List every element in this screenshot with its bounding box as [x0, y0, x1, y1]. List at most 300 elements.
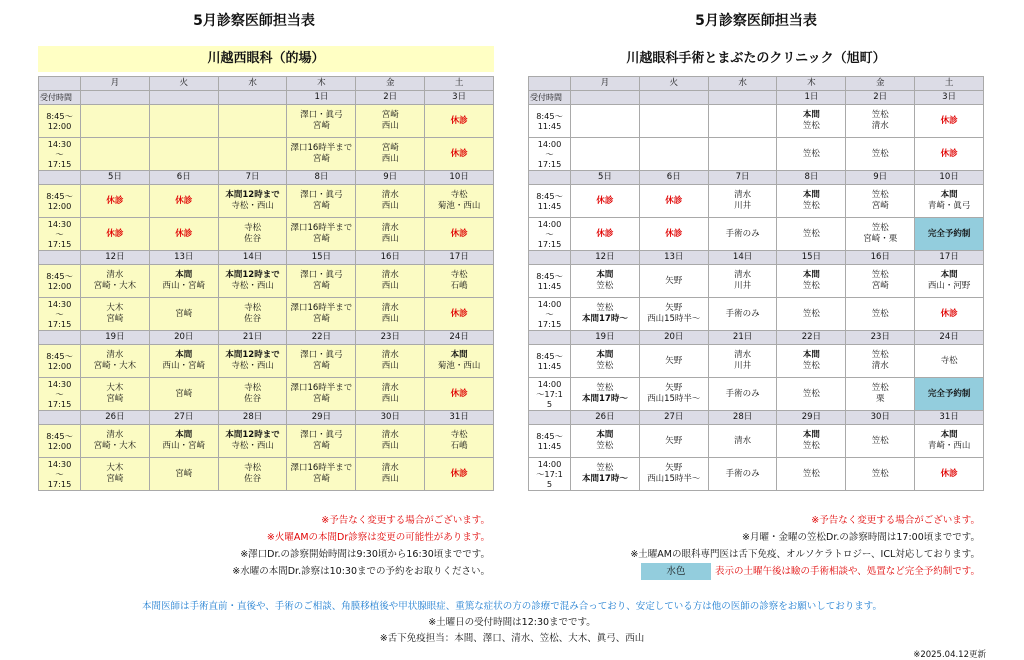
schedule-cell	[571, 378, 640, 411]
pm-slot-row	[529, 378, 984, 411]
schedule-cell	[915, 218, 984, 251]
doctor-name: 笠松	[871, 223, 889, 233]
doctor-name: 西山・宮崎	[162, 361, 205, 371]
doctor-name: 笠松	[802, 228, 820, 239]
reception-time	[529, 265, 571, 298]
doctor-name: 本間	[596, 350, 614, 360]
doctor-name: 西山	[381, 361, 399, 371]
weekday-header: 木	[777, 77, 846, 91]
date-cell: 6日	[149, 171, 218, 185]
date-cell: 28日	[708, 411, 777, 425]
pm-slot-row	[39, 218, 494, 251]
doctor-name: 笠松	[802, 441, 820, 451]
doctor-name: 清水	[381, 270, 399, 280]
date-cell: 12日	[571, 251, 640, 265]
doctor-name: 寺松	[940, 355, 958, 366]
schedule-cell	[218, 218, 287, 251]
reception-time	[39, 218, 81, 251]
doctor-name: 大木	[106, 383, 124, 393]
time-text: 14:30	[47, 139, 72, 149]
doctor-name: 西山15時半～	[647, 314, 701, 324]
schedule-cell	[708, 105, 777, 138]
doctor-name: 休診	[450, 148, 468, 159]
schedule-cell	[218, 298, 287, 331]
doctor-name: 寺松	[450, 270, 468, 280]
schedule-cell	[708, 298, 777, 331]
note-line: ※予告なく変更する場合がございます。	[321, 515, 490, 526]
schedule-cell	[356, 105, 425, 138]
doctor-name: 清水	[381, 223, 399, 233]
schedule-cell	[356, 218, 425, 251]
time-text: 14:00	[537, 459, 562, 469]
am-slot-row	[529, 185, 984, 218]
am-slot-row	[39, 425, 494, 458]
doctor-name: 矢野	[665, 435, 683, 446]
doctor-name: 菊池・西山	[437, 201, 481, 211]
schedule-cell	[356, 378, 425, 411]
doctor-name: 清水	[381, 430, 399, 440]
title-right: 5月診察医師担当表	[695, 13, 817, 29]
date-row	[39, 411, 494, 425]
doctor-name: 宮崎	[381, 143, 399, 153]
doctor-name: 本間	[940, 190, 958, 200]
date-cell: 28日	[218, 411, 287, 425]
time-text: 8:45～	[46, 111, 73, 121]
doctor-name: 笠松	[871, 468, 889, 479]
doctor-name: 笠松	[596, 281, 614, 291]
schedule-cell	[777, 185, 846, 218]
schedule-cell	[571, 218, 640, 251]
doctor-name: 笠松	[802, 388, 820, 399]
date-cell: 24日	[425, 331, 494, 345]
doctor-name: 休診	[450, 115, 468, 126]
schedule-cell	[81, 378, 150, 411]
doctor-name: 清水	[734, 270, 752, 280]
doctor-name: 寺松	[244, 463, 262, 473]
doctor-name: 本間	[940, 430, 958, 440]
time-text: 17:15	[47, 479, 72, 489]
date-cell: 2日	[846, 91, 915, 105]
reception-time	[39, 378, 81, 411]
doctor-name: 澤口・眞弓	[300, 430, 343, 440]
time-text: 14:00	[537, 139, 562, 149]
note-line: ※予告なく変更する場合がございます。	[811, 515, 980, 526]
time-text: 14:30	[47, 299, 72, 309]
schedule-cell	[639, 138, 708, 171]
date-cell: 14日	[708, 251, 777, 265]
schedule-cell	[81, 425, 150, 458]
schedule-cell	[915, 345, 984, 378]
schedule-cell	[425, 298, 494, 331]
time-text: 12:00	[47, 281, 72, 291]
date-row	[39, 251, 494, 265]
bottom-note-1: 本間医師は手術直前・直後や、手術のご相談、角膜移植後や甲状腺眼症、重篤な症状の方の診療で混み合っており、安定している方は他の医師の診察をお願いしております。	[141, 601, 883, 612]
doctor-name: 本間17時～	[581, 474, 628, 484]
date-cell: 7日	[218, 171, 287, 185]
corner-cell	[529, 77, 571, 91]
reception-time	[529, 298, 571, 331]
doctor-name: 清水	[106, 350, 124, 360]
schedule-cell	[639, 378, 708, 411]
doctor-name: 手術のみ	[725, 468, 760, 479]
doctor-name: 清水	[734, 190, 752, 200]
reception-time-label: 受付時間	[529, 91, 571, 105]
time-text: 17:15	[47, 159, 72, 169]
schedule-cell	[571, 345, 640, 378]
time-text: 8:45～	[536, 191, 563, 201]
doctor-name: 清水	[871, 121, 889, 131]
doctor-name: 寺松・西山	[231, 201, 274, 211]
schedule-cell	[149, 298, 218, 331]
time-text: ～	[545, 229, 554, 239]
doctor-name: 寺松	[450, 430, 468, 440]
doctor-name: 本間12時まで	[225, 350, 280, 360]
date-row	[39, 331, 494, 345]
schedule-cell	[425, 105, 494, 138]
date-row-spacer	[529, 171, 571, 185]
time-text: ～	[55, 469, 64, 479]
doctor-name: 休診	[940, 308, 958, 319]
schedule-cell	[81, 345, 150, 378]
schedule-cell	[149, 105, 218, 138]
doctor-name: 石嶋	[450, 281, 468, 291]
date-cell: 23日	[356, 331, 425, 345]
doctor-name: 笠松	[596, 463, 614, 473]
doctor-name: 笠松	[871, 270, 889, 280]
time-text: ～	[55, 309, 64, 319]
reception-time	[39, 185, 81, 218]
doctor-name: 宮崎	[381, 110, 399, 120]
note-line: ※火曜AMの本間Dr診察は変更の可能性があります。	[266, 532, 490, 543]
date-cell: 29日	[287, 411, 356, 425]
schedule-cell	[846, 298, 915, 331]
time-text: ～	[545, 149, 554, 159]
legend	[540, 563, 980, 580]
doctor-name: 宮崎	[312, 234, 330, 244]
reception-time	[39, 458, 81, 491]
schedule-cell	[915, 298, 984, 331]
title-left: 5月診察医師担当表	[193, 13, 315, 29]
am-slot-row	[39, 185, 494, 218]
date-row-spacer	[39, 251, 81, 265]
doctor-name: 宮崎・栗	[863, 234, 898, 244]
time-text: ～	[55, 389, 64, 399]
date-cell: 1日	[777, 91, 846, 105]
time-text: 14:30	[47, 459, 72, 469]
date-cell: 26日	[81, 411, 150, 425]
doctor-name: 本間12時まで	[225, 190, 280, 200]
doctor-name: 休診	[596, 195, 614, 206]
doctor-name: 西山15時半～	[647, 394, 701, 404]
schedule-cell	[356, 458, 425, 491]
doctor-name: 笠松	[802, 121, 820, 131]
clinic-name-right: 川越眼科手術とまぶたのクリニック（旭町）	[626, 51, 886, 66]
doctor-name: 西山	[381, 201, 399, 211]
date-cell: 21日	[708, 331, 777, 345]
bottom-note-2: ※土曜日の受付時間は12:30までです。	[428, 617, 596, 628]
schedule-cell	[915, 378, 984, 411]
note-line: ※澤口Dr.の診察開始時間は9:30頃から16:30頃までです。	[240, 549, 490, 560]
date-cell: 10日	[425, 171, 494, 185]
schedule-cell	[356, 138, 425, 171]
doctor-name: 宮崎	[312, 281, 330, 291]
doctor-name: 澤口16時半まで	[290, 303, 353, 313]
reception-time	[529, 105, 571, 138]
notes-left	[100, 512, 490, 580]
schedule-cell	[708, 138, 777, 171]
weekday-header-row	[529, 77, 984, 91]
doctor-name: 休診	[940, 148, 958, 159]
schedule-cell	[425, 458, 494, 491]
doctor-name: 菊池・西山	[437, 361, 481, 371]
date-cell: 9日	[846, 171, 915, 185]
doctor-name: 休診	[450, 468, 468, 479]
doctor-name: 笠松	[802, 308, 820, 319]
schedule-cell	[218, 265, 287, 298]
time-text: 8:45～	[46, 431, 73, 441]
schedule-cell	[287, 105, 356, 138]
time-text: 8:45～	[536, 351, 563, 361]
doctor-name: 石嶋	[450, 441, 468, 451]
schedule-cell	[149, 138, 218, 171]
schedule-cell	[846, 138, 915, 171]
doctor-name: 手術のみ	[725, 388, 760, 399]
doctor-name: 清水	[381, 350, 399, 360]
date-cell: 8日	[777, 171, 846, 185]
time-text: 14:30	[47, 379, 72, 389]
date-cell: 8日	[287, 171, 356, 185]
schedule-cell	[425, 378, 494, 411]
schedule-cell	[777, 265, 846, 298]
am-slot-row	[39, 345, 494, 378]
schedule-cell	[777, 378, 846, 411]
weekday-header: 月	[571, 77, 640, 91]
doctor-name: 矢野	[665, 275, 683, 286]
doctor-name: 本間	[175, 430, 193, 440]
date-cell: 9日	[356, 171, 425, 185]
doctor-name: 宮崎・大木	[93, 361, 137, 371]
schedule-cell	[639, 105, 708, 138]
doctor-name: 本間17時～	[581, 314, 628, 324]
schedule-cell	[425, 265, 494, 298]
doctor-name: 本間17時～	[581, 394, 628, 404]
time-text: ～17:1	[536, 469, 563, 479]
schedule-cell	[846, 425, 915, 458]
doctor-name: 清水	[871, 361, 889, 371]
date-row	[39, 171, 494, 185]
doctor-name: 本間	[175, 270, 193, 280]
schedule-cell	[287, 218, 356, 251]
doctor-name: 本間	[940, 270, 958, 280]
reception-time	[39, 425, 81, 458]
date-cell: 27日	[149, 411, 218, 425]
schedule-cell	[356, 298, 425, 331]
weekday-header: 金	[356, 77, 425, 91]
date-cell: 31日	[425, 411, 494, 425]
doctor-name: 西山15時半～	[647, 474, 701, 484]
reception-time	[39, 265, 81, 298]
schedule-cell	[915, 458, 984, 491]
time-text: 11:45	[537, 361, 562, 371]
schedule-table-left	[38, 76, 494, 491]
doctor-name: 大木	[106, 463, 124, 473]
date-row	[529, 411, 984, 425]
date-cell: 20日	[149, 331, 218, 345]
doctor-name: 川井	[734, 361, 752, 371]
schedule-cell	[81, 138, 150, 171]
schedule-cell	[149, 345, 218, 378]
reception-time	[529, 185, 571, 218]
schedule-cell	[846, 185, 915, 218]
legend-text: 表示の土曜午後は瞼の手術相談や、処置など完全予約制です。	[714, 566, 980, 577]
date-cell	[708, 91, 777, 105]
reception-time	[39, 105, 81, 138]
schedule-cell	[846, 378, 915, 411]
pm-slot-row	[529, 458, 984, 491]
time-text: 8:45～	[536, 111, 563, 121]
schedule-cell	[81, 105, 150, 138]
date-cell: 19日	[571, 331, 640, 345]
doctor-name: 澤口・眞弓	[300, 270, 343, 280]
doctor-name: 西山	[381, 441, 399, 451]
schedule-cell	[356, 265, 425, 298]
date-cell	[81, 91, 150, 105]
doctor-name: 西山	[381, 394, 399, 404]
notes-right-lines	[540, 512, 980, 563]
date-header-row	[39, 91, 494, 105]
time-text: 17:15	[47, 399, 72, 409]
schedule-cell	[81, 298, 150, 331]
date-cell: 30日	[356, 411, 425, 425]
date-cell: 14日	[218, 251, 287, 265]
doctor-name: 青崎・眞弓	[927, 201, 971, 211]
doctor-name: 寺松	[244, 303, 262, 313]
doctor-name: 笠松	[802, 468, 820, 479]
time-text: ～17:1	[536, 389, 563, 399]
doctor-name: 矢野	[665, 303, 683, 313]
clinic-name-left: 川越西眼科（的場）	[38, 46, 494, 72]
schedule-cell	[777, 458, 846, 491]
doctor-name: 手術のみ	[725, 308, 760, 319]
date-cell: 30日	[846, 411, 915, 425]
doctor-name: 寺松	[450, 190, 468, 200]
doctor-name: 笠松	[802, 201, 820, 211]
am-slot-row	[529, 425, 984, 458]
schedule-cell	[356, 345, 425, 378]
doctor-name: 寺松	[244, 223, 262, 233]
schedule-cell	[81, 265, 150, 298]
doctor-name: 清水	[381, 383, 399, 393]
schedule-cell	[218, 345, 287, 378]
schedule-cell	[915, 138, 984, 171]
schedule-cell	[356, 185, 425, 218]
date-row-spacer	[529, 331, 571, 345]
date-row-spacer	[39, 331, 81, 345]
doctor-name: 清水	[734, 350, 752, 360]
date-cell: 23日	[846, 331, 915, 345]
time-text: 11:45	[537, 281, 562, 291]
doctor-name: 宮崎・大木	[93, 281, 137, 291]
doctor-name: 本間	[802, 190, 820, 200]
doctor-name: 完全予約制	[927, 388, 971, 399]
schedule-cell	[425, 138, 494, 171]
schedule-cell	[846, 265, 915, 298]
doctor-name: 佐谷	[244, 474, 262, 484]
corner-cell	[39, 77, 81, 91]
schedule-cell	[81, 458, 150, 491]
weekday-header: 水	[708, 77, 777, 91]
schedule-cell	[846, 458, 915, 491]
schedule-cell	[218, 378, 287, 411]
doctor-name: 宮崎	[175, 468, 193, 479]
doctor-name: 笠松	[596, 361, 614, 371]
doctor-name: 笠松	[871, 435, 889, 446]
weekday-header: 水	[218, 77, 287, 91]
note-line: ※月曜・金曜の笠松Dr.の診察時間は17:00頃までです。	[742, 532, 980, 543]
doctor-name: 笠松	[871, 110, 889, 120]
time-text: 5	[546, 399, 553, 409]
date-row-spacer	[39, 411, 81, 425]
doctor-name: 本間12時まで	[225, 430, 280, 440]
doctor-name: 澤口16時半まで	[290, 223, 353, 233]
schedule-cell	[149, 218, 218, 251]
doctor-name: 川井	[734, 201, 752, 211]
schedule-cell	[915, 105, 984, 138]
schedule-cell	[777, 298, 846, 331]
doctor-name: 笠松	[871, 148, 889, 159]
time-text: 17:15	[537, 239, 562, 249]
doctor-name: 清水	[381, 190, 399, 200]
date-cell	[571, 91, 640, 105]
schedule-cell	[915, 185, 984, 218]
doctor-name: 清水	[734, 435, 752, 446]
legend-color-box: 水色	[641, 563, 711, 580]
date-row	[529, 251, 984, 265]
pm-slot-row	[39, 458, 494, 491]
doctor-name: 寺松・西山	[231, 441, 274, 451]
date-cell: 31日	[915, 411, 984, 425]
weekday-header: 火	[639, 77, 708, 91]
time-text: 12:00	[47, 201, 72, 211]
weekday-header-row	[39, 77, 494, 91]
date-cell: 16日	[356, 251, 425, 265]
doctor-name: 笠松	[802, 148, 820, 159]
doctor-name: 清水	[381, 463, 399, 473]
time-text: 17:15	[47, 319, 72, 329]
schedule-cell	[777, 138, 846, 171]
doctor-name: 澤口・眞弓	[300, 110, 343, 120]
doctor-name: 本間	[802, 350, 820, 360]
time-text: 14:00	[537, 299, 562, 309]
time-text: ～	[55, 229, 64, 239]
doctor-name: 休診	[596, 228, 614, 239]
doctor-name: 宮崎・大木	[93, 441, 137, 451]
doctor-name: 西山・宮崎	[162, 441, 205, 451]
doctor-name: 寺松・西山	[231, 361, 274, 371]
date-header-row	[529, 91, 984, 105]
time-text: 11:45	[537, 121, 562, 131]
date-cell: 22日	[287, 331, 356, 345]
date-cell: 29日	[777, 411, 846, 425]
doctor-name: 宮崎	[175, 388, 193, 399]
doctor-name: 西山	[381, 234, 399, 244]
weekday-header: 木	[287, 77, 356, 91]
doctor-name: 栗	[875, 394, 885, 404]
schedule-cell	[571, 298, 640, 331]
doctor-name: 西山	[381, 314, 399, 324]
schedule-cell	[425, 425, 494, 458]
doctor-name: 休診	[175, 228, 193, 239]
